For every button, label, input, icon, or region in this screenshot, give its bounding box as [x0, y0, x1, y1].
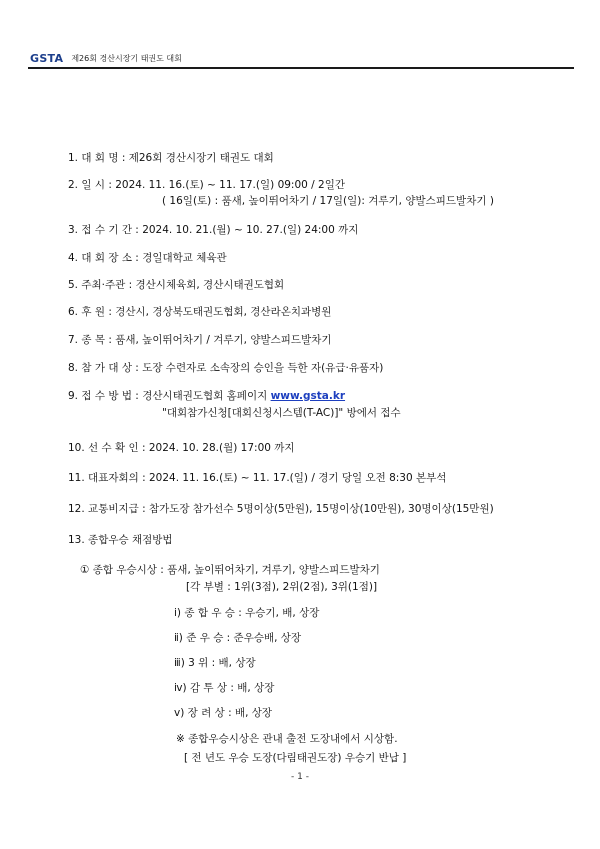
- award-1: ⅰ) 종 합 우 승 : 우승기, 배, 상장: [174, 607, 320, 619]
- item-value: 경산시, 경상북도태권도협회, 경산라온치과병원: [115, 306, 332, 318]
- item-5: 5. 주최·주관 : 경산시체육회, 경산시태권도협회: [68, 279, 285, 291]
- item-num: 10.: [68, 442, 85, 454]
- item-12: 12. 교통비지급 : 참가도장 참가선수 5명이상(5만원), 15명이상(10만원), 30명이상(15만원): [68, 503, 494, 515]
- item-value: 참가도장 참가선수 5명이상(5만원), 15명이상(10만원), 30명이상(15만원): [148, 503, 494, 515]
- item-label: 일 시: [81, 179, 105, 191]
- header-title: 제26회 경산시장기 태권도 대회: [71, 53, 182, 63]
- section13-line1: ① 종합 우승시상 : 품새, 높이뛰어차기, 겨루기, 양발스피드발차기: [80, 564, 380, 576]
- item-value: 도장 수련자로 소속장의 승인을 득한 자(유급·유품자): [142, 362, 384, 374]
- item-label: 대 회 장 소: [81, 252, 132, 264]
- item-4: 4. 대 회 장 소 : 경일대학교 체육관: [68, 252, 227, 264]
- item-11: 11. 대표자회의 : 2024. 11. 16.(토) ~ 11. 17.(일) / 경기 당일 오전 8:30 본부석: [68, 472, 447, 484]
- item-8: 8. 참 가 대 상 : 도장 수련자로 소속장의 승인을 득한 자(유급·유품자): [68, 362, 384, 374]
- award-3: ⅲ) 3 위 : 배, 상장: [174, 657, 256, 669]
- gsta-logo: GSTA: [30, 51, 64, 65]
- item-value: 경산시태권도협회 홈페이지: [142, 390, 271, 402]
- item-num: 13.: [68, 534, 85, 546]
- note: ※ 종합우승시상은 관내 출전 도장내에서 시상함.: [176, 733, 398, 745]
- website-link[interactable]: www.gsta.kr: [270, 390, 346, 402]
- item-value: 2024. 11. 16.(토) ~ 11. 17.(일) 09:00 / 2일간: [115, 179, 346, 191]
- item-13: [68, 532, 173, 547]
- section13-line2: [각 부별 : 1위(3점), 2위(2점), 3위(1점)]: [186, 581, 378, 593]
- item-9-sub: "대회참가신청[대회신청시스템(T-AC)]" 방에서 접수: [162, 407, 401, 419]
- item-value: 2024. 10. 28.(월) 17:00 까지: [148, 442, 295, 454]
- item-num: 4.: [68, 252, 79, 264]
- item-value: 2024. 10. 21.(월) ~ 10. 27.(일) 24:00 까지: [142, 224, 359, 236]
- item-1: 1. 대 회 명 : 제26회 경산시장기 태권도 대회: [68, 152, 274, 164]
- item-label: 주최·주관: [81, 279, 126, 291]
- item-7: 7. 종 목 : 품새, 높이뛰어차기 / 겨루기, 양발스피드발차기: [68, 334, 332, 346]
- item-value: 경일대학교 체육관: [142, 252, 227, 264]
- award-4: ⅳ) 감 투 상 : 배, 상장: [174, 682, 275, 694]
- page-number: - 1 -: [291, 772, 309, 782]
- item-2-sub: ( 16일(토) : 품새, 높이뛰어차기 / 17일(일): 겨루기, 양발스피드발차기 ): [162, 195, 494, 207]
- item-num: 11.: [68, 472, 85, 484]
- award-5: ⅴ) 장 려 상 : 배, 상장: [174, 707, 273, 719]
- header-rule: [28, 67, 574, 69]
- item-num: 6.: [68, 306, 79, 318]
- award-2: ⅱ) 준 우 승 : 준우승배, 상장: [174, 632, 302, 644]
- item-label: 대표자회의: [88, 472, 139, 484]
- item-value: 경산시체육회, 경산시태권도협회: [135, 279, 285, 291]
- item-label: 대 회 명: [81, 152, 119, 164]
- item-num: 2.: [68, 179, 79, 191]
- item-9: 9. 접 수 방 법 : 경산시태권도협회 홈페이지 www.gsta.kr: [68, 390, 346, 402]
- item-label: 교통비지급: [88, 503, 139, 515]
- item-2: 2. 일 시 : 2024. 11. 16.(토) ~ 11. 17.(일) 09:00 / 2일간: [68, 179, 346, 191]
- item-label: 선 수 확 인: [88, 442, 139, 454]
- item-label: 종 목: [81, 334, 105, 346]
- item-3: 3. 접 수 기 간 : 2024. 10. 21.(월) ~ 10. 27.(일) 24:00 까지: [68, 224, 359, 236]
- item-num: 7.: [68, 334, 79, 346]
- page-header: [30, 50, 182, 66]
- item-value: 품새, 높이뛰어차기 / 겨루기, 양발스피드발차기: [115, 334, 332, 346]
- item-num: 1.: [68, 152, 79, 164]
- item-value: 2024. 11. 16.(토) ~ 11. 17.(일) / 경기 당일 오전 8:30 본부석: [148, 472, 447, 484]
- item-num: 12.: [68, 503, 85, 515]
- item-num: 8.: [68, 362, 79, 374]
- item-label: 후 원: [81, 306, 105, 318]
- item-label: 참 가 대 상: [81, 362, 132, 374]
- item-6: 6. 후 원 : 경산시, 경상북도태권도협회, 경산라온치과병원: [68, 306, 332, 318]
- item-10: 10. 선 수 확 인 : 2024. 10. 28.(월) 17:00 까지: [68, 442, 295, 454]
- item-num: 9.: [68, 390, 79, 402]
- item-value: 제26회 경산시장기 태권도 대회: [128, 152, 274, 164]
- item-label: 접 수 방 법: [81, 390, 132, 402]
- item-label: 종합우승 채점방법: [88, 534, 173, 546]
- note2: [ 전 년도 우승 도장(다림태권도장) 우승기 반납 ]: [184, 752, 407, 764]
- item-num: 3.: [68, 224, 79, 236]
- item-label: 접 수 기 간: [81, 224, 132, 236]
- item-num: 5.: [68, 279, 79, 291]
